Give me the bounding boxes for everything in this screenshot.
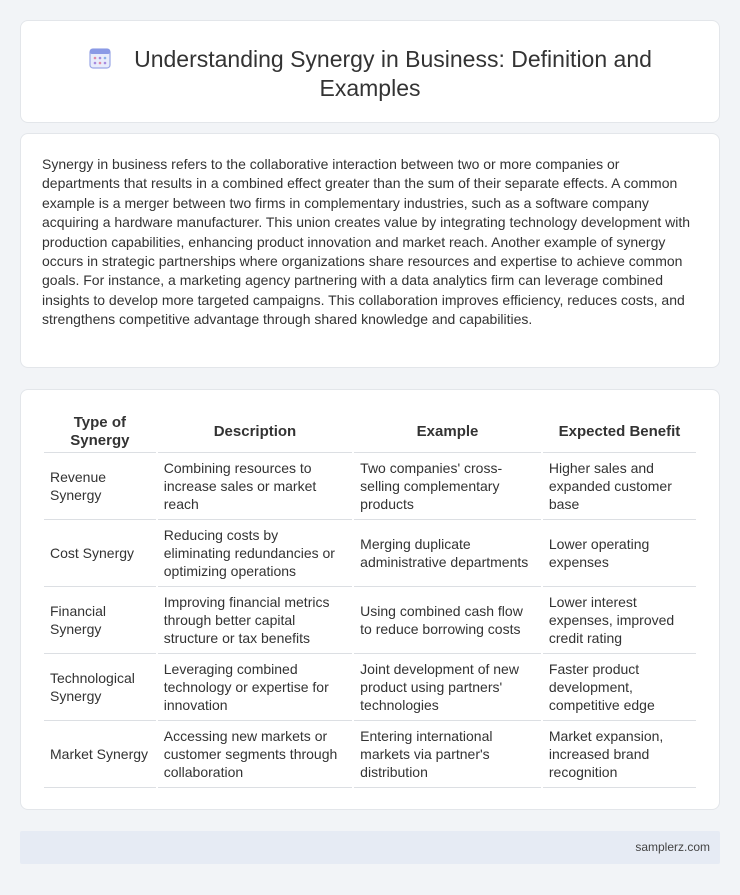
header-benefit: Expected Benefit — [543, 412, 696, 453]
header-description: Description — [158, 412, 352, 453]
synergy-table — [42, 412, 698, 788]
cell-type: Financial Synergy — [44, 587, 156, 654]
cell-example: Entering international markets via partner's distribution — [354, 721, 541, 788]
cell-benefit: Faster product development, competitive edge — [543, 654, 696, 721]
table-row — [44, 520, 696, 587]
table-row — [44, 654, 696, 721]
table-row — [44, 587, 696, 654]
footer-bar — [20, 831, 720, 864]
header-type: Type of Synergy — [44, 412, 156, 453]
cell-example: Two companies' cross-selling complementary products — [354, 453, 541, 520]
footer-site-link[interactable]: samplerz.com — [635, 840, 710, 854]
cell-benefit: Lower operating expenses — [543, 520, 696, 587]
calendar-icon — [88, 46, 112, 70]
cell-example: Merging duplicate administrative departments — [354, 520, 541, 587]
cell-type: Cost Synergy — [44, 520, 156, 587]
table-row — [44, 721, 696, 788]
cell-benefit: Market expansion, increased brand recognition — [543, 721, 696, 788]
table-card — [20, 389, 720, 810]
cell-benefit: Higher sales and expanded customer base — [543, 453, 696, 520]
cell-description: Combining resources to increase sales or market reach — [158, 453, 352, 520]
cell-description: Leveraging combined technology or expertise for innovation — [158, 654, 352, 721]
table-header-row — [44, 412, 696, 453]
title-card — [20, 20, 720, 123]
cell-example: Using combined cash flow to reduce borrowing costs — [354, 587, 541, 654]
cell-description: Accessing new markets or customer segments through collaboration — [158, 721, 352, 788]
cell-description: Reducing costs by eliminating redundancies or optimizing operations — [158, 520, 352, 587]
cell-example: Joint development of new product using partners' technologies — [354, 654, 541, 721]
cell-type: Technological Synergy — [44, 654, 156, 721]
header-example: Example — [354, 412, 541, 453]
cell-type: Revenue Synergy — [44, 453, 156, 520]
intro-paragraph: Synergy in business refers to the collaborative interaction between two or more companies or departments that results in a combined effect greater than the sum of their separate effects. A common example is a merger between two firms in complementary industries, such as a software company acquiring a hardware manufacturer. This union creates value by integrating technology development with production capabilities, enhancing product innovation and market reach. Another example of synergy occurs in strategic partnerships where organizations share resources and expertise to achieve common goals. For instance, a marketing agency partnering with a data analytics firm can leverage combined insights to develop more targeted campaigns. This collaboration improves efficiency, reduces costs, and strengthens competitive advantage through shared knowledge and capabilities. — [42, 156, 691, 328]
table-row — [44, 453, 696, 520]
intro-card — [20, 133, 720, 368]
page-title: Understanding Synergy in Business: Definition and Examples — [134, 46, 652, 101]
cell-type: Market Synergy — [44, 721, 156, 788]
cell-benefit: Lower interest expenses, improved credit rating — [543, 587, 696, 654]
cell-description: Improving financial metrics through better capital structure or tax benefits — [158, 587, 352, 654]
page-title-wrap — [21, 45, 719, 103]
